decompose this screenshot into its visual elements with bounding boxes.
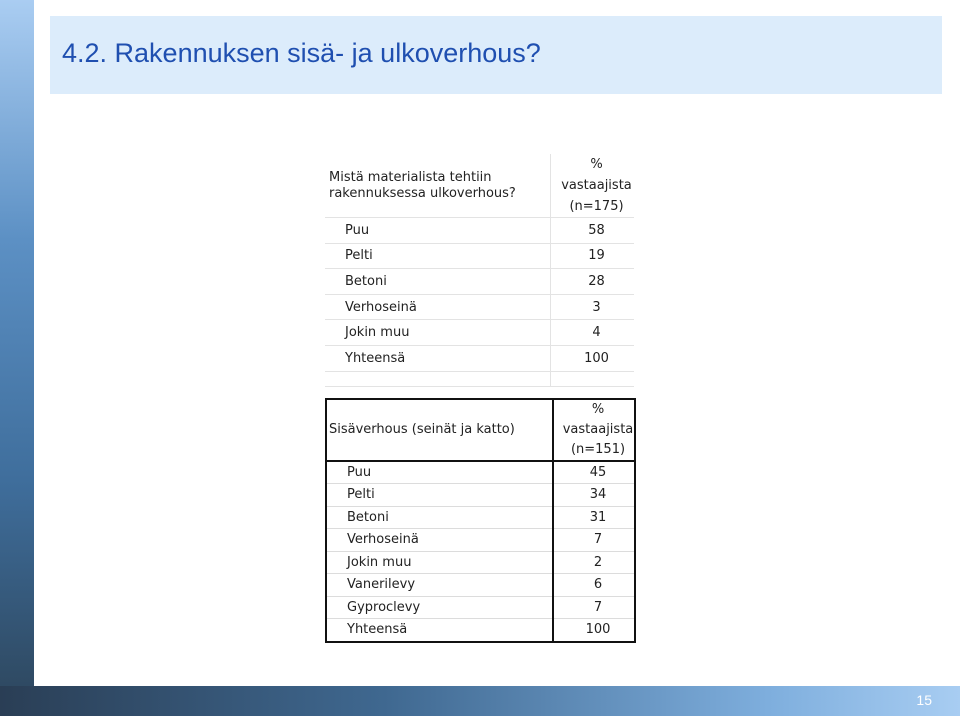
row-value: 45 <box>553 461 635 484</box>
row-value: 7 <box>553 529 635 552</box>
page-number: 15 <box>916 692 932 708</box>
header-label-line1: Mistä materialista tehtiin <box>329 169 492 185</box>
row-value: 58 <box>551 218 635 244</box>
row-label: Betoni <box>326 506 553 529</box>
row-value: 7 <box>553 596 635 619</box>
page-title: 4.2. Rakennuksen sisä- ja ulkoverhous? <box>62 38 541 68</box>
header-value-line2: (n=151) <box>570 441 626 457</box>
table-row <box>326 484 635 507</box>
table-header-value <box>551 154 635 218</box>
row-value: 31 <box>553 506 635 529</box>
row-value: 34 <box>553 484 635 507</box>
left-decor-bar <box>0 0 34 686</box>
spacer-cell <box>551 371 635 386</box>
spacer-cell <box>325 371 551 386</box>
table-header-label <box>325 154 551 218</box>
row-label: Betoni <box>325 269 551 295</box>
row-value: 19 <box>551 243 635 269</box>
table-row <box>325 218 634 244</box>
row-value: 100 <box>551 345 635 371</box>
row-label: Yhteensä <box>326 619 553 642</box>
header-value-line1: % vastaajista <box>562 401 634 437</box>
table-row <box>326 461 635 484</box>
table-row <box>326 619 635 642</box>
header-value-line2: (n=175) <box>569 199 624 214</box>
row-label: Jokin muu <box>326 551 553 574</box>
row-label: Puu <box>325 218 551 244</box>
table-header-value <box>553 399 635 461</box>
interior-cladding-table <box>325 398 636 643</box>
table-row <box>325 243 634 269</box>
table-row <box>325 269 634 295</box>
row-value: 28 <box>551 269 635 295</box>
header-label-line2: rakennuksessa ulkoverhous? <box>329 185 516 201</box>
row-label: Gyproclevy <box>326 596 553 619</box>
row-label: Puu <box>326 461 553 484</box>
table-row <box>326 551 635 574</box>
row-value: 6 <box>553 574 635 597</box>
title-banner <box>50 16 942 94</box>
row-value: 4 <box>551 320 635 346</box>
row-value: 100 <box>585 622 611 638</box>
table-row <box>326 506 635 529</box>
exterior-cladding-table <box>325 154 634 387</box>
bottom-decor-bar <box>0 686 960 716</box>
tables-area <box>325 154 636 643</box>
row-label: Jokin muu <box>325 320 551 346</box>
row-value: 3 <box>551 294 635 320</box>
table-row <box>326 574 635 597</box>
table-header-row <box>326 399 635 461</box>
table-spacer-row <box>325 371 634 386</box>
table-header-label: Sisäverhous (seinät ja katto) <box>326 399 553 461</box>
row-label: Vanerilevy <box>326 574 553 597</box>
row-value: 2 <box>553 551 635 574</box>
table-row <box>326 529 635 552</box>
row-label: Yhteensä <box>325 345 551 371</box>
table-row <box>325 294 634 320</box>
row-label: Verhoseinä <box>326 529 553 552</box>
row-label: Verhoseinä <box>325 294 551 320</box>
row-label: Pelti <box>325 243 551 269</box>
row-label: Pelti <box>326 484 553 507</box>
table-row <box>326 596 635 619</box>
table-row <box>325 345 634 371</box>
table-row <box>325 320 634 346</box>
header-value-line1: % vastaajista <box>561 157 632 193</box>
table-header-row <box>325 154 634 218</box>
